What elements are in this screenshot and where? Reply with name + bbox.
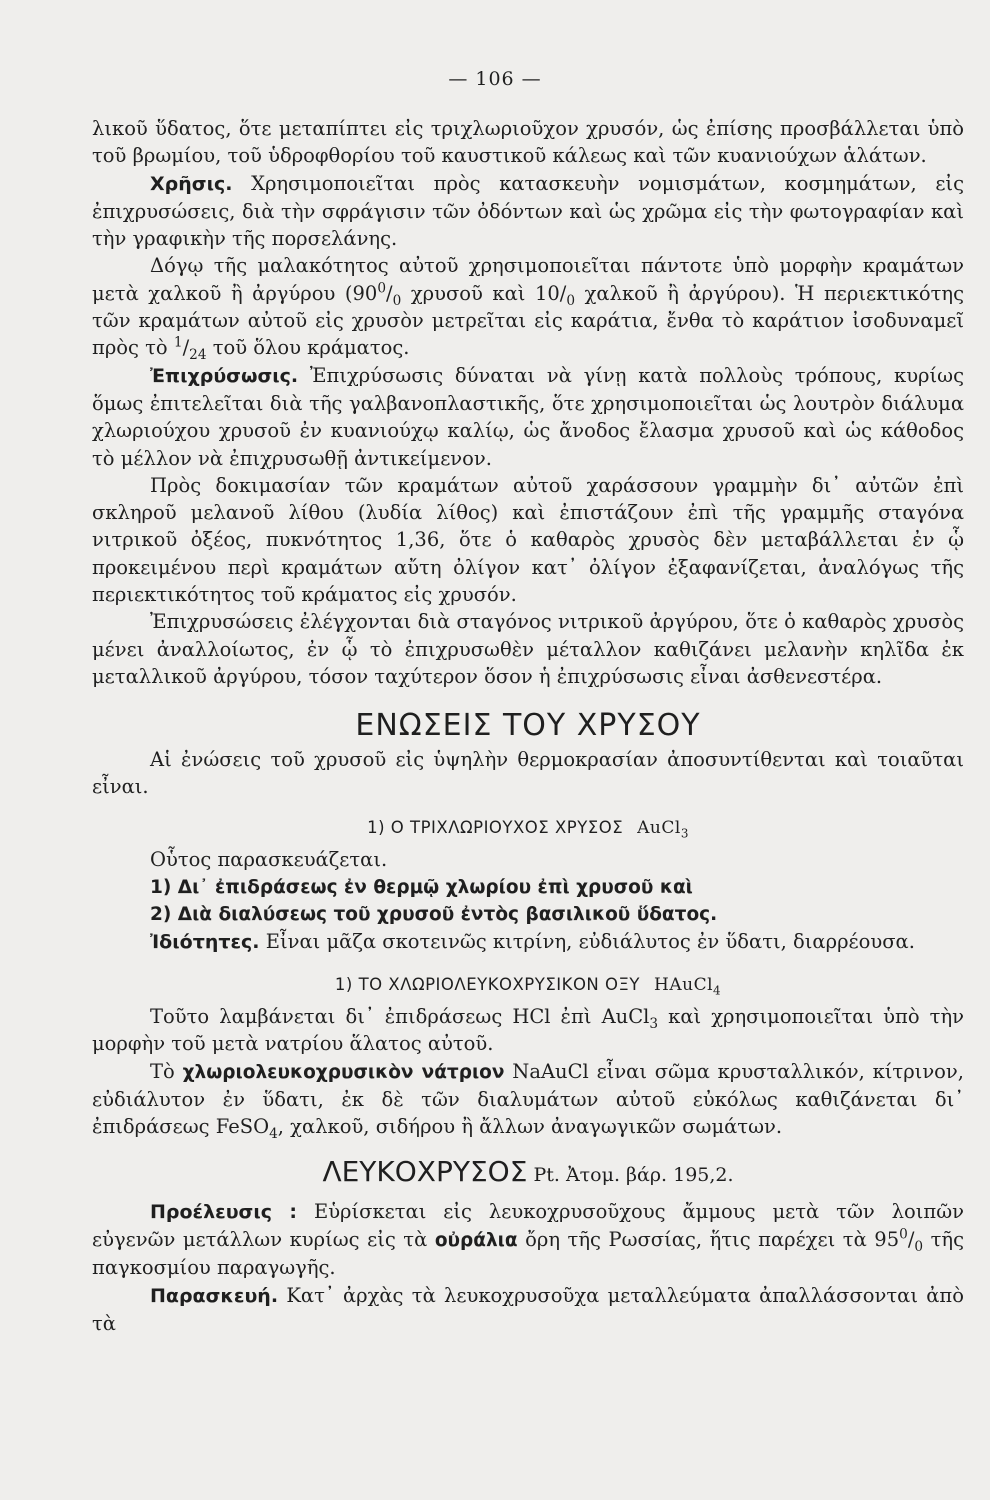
alloy-pct-slash: /	[386, 281, 393, 305]
trichloride-formula-sub: 3	[680, 826, 689, 841]
paragraph-properties	[92, 928, 964, 956]
paragraph-prepared: Οὗτος παρασκευάζεται.	[150, 848, 388, 872]
acid-text-b: καὶ χρησιμοποιεῖται ὑπὸ τὴν μορφὴν τοῦ μετὰ νατρίου ἅλατος αὐτοῦ.	[92, 1004, 965, 1056]
alloy-pct2-slash: /	[559, 281, 567, 305]
paragraph-compounds: Αἱ ἐνώσεις τοῦ χρυσοῦ εἰς ὑψηλὴν θερμοκρασίαν ἀποσυντίθενται καὶ τοιαῦται εἶναι.	[92, 747, 964, 798]
gilding-label: Ἐπιχρύσωσις.	[150, 364, 299, 387]
origin-pct-slash: /	[907, 1227, 915, 1251]
paragraph-intro: λικοῦ ὕδατος, ὅτε μεταπίπτει εἰς τριχλωριοῦχον χρυσόν, ὡς ἐπίσης προσβάλλεται ὑπὸ τοῦ βρωμίου, τοῦ ὑδροφθορίου τοῦ καυστικοῦ κάλεως καὶ τῶν κυανιούχων ἁλάτων.	[92, 117, 964, 168]
alloy-pct-sub: 0	[392, 292, 402, 309]
origin-label: Προέλευσις :	[150, 1200, 297, 1223]
uses-text: Χρησιμοποιεῖται πρὸς κατασκευὴν νομισμάτων, κοσμημάτων, εἰς ἐπιχρυσώσεις, διὰ τὴν σφράγισιν τῶν ὀδόντων καὶ ὡς χρῶμα εἰς τὴν φωτογραφίαν καὶ τὴν γραφικὴν τῆς πορσελάνης.	[92, 171, 964, 251]
acid-text-a: Τοῦτο λαμβάνεται δι᾽ ἐπιδράσεως HCl ἐπὶ AuCl	[150, 1004, 650, 1028]
properties-label: Ἰδιότητες.	[150, 931, 260, 954]
preparation-label: Παρασκευή.	[150, 1284, 279, 1307]
paragraph-gilding	[92, 362, 964, 472]
trichloride-formula-base: AuCl	[637, 818, 681, 839]
origin-pct-sub: 0	[914, 1238, 924, 1255]
fraction-slash: /	[182, 336, 190, 360]
paragraph-alloys	[92, 252, 965, 364]
properties-text: Εἶναι μᾶζα σκοτεινῶς κιτρίνη, εὐδιάλυτος ἐν ὕδατι, διαρρέουσα.	[259, 930, 915, 954]
paragraph-origin	[92, 1198, 964, 1282]
alloy-pct2-sub: 0	[566, 292, 576, 309]
alloy-pct-sup: 0	[377, 280, 387, 297]
sodium-text-c: , χαλκοῦ, σιδήρου ἢ ἄλλων ἀναγωγικῶν σωμάτων.	[277, 1115, 783, 1139]
origin-pct-sup: 0	[899, 1226, 908, 1243]
heading-platinum	[92, 1155, 964, 1189]
origin-keyword: οὐράλια	[434, 1229, 518, 1251]
paragraph-uses	[92, 170, 964, 253]
method-item-1: 1) Δι᾽ ἐπιδράσεως ἐν θερμῷ χλωρίου ἐπὶ χρυσοῦ καὶ	[150, 876, 693, 898]
paragraph-sodium-salt	[92, 1058, 964, 1141]
platinum-title: ΛΕΥΚΟΧΡΥΣΟΣ	[322, 1155, 528, 1189]
acid-formula-base: HAuCl	[654, 974, 714, 995]
uses-label: Χρῆσις.	[150, 172, 233, 195]
heading-gold-compounds: ΕΝΩΣΕΙΣ ΤΟΥ ΧΡΥΣΟΥ	[355, 708, 701, 744]
sodium-text-a: Τὸ	[150, 1059, 183, 1083]
preparation-text: Κατ᾽ ἀρχὰς τὰ λευκοχρυσοῦχα μεταλλεύματα ἀπαλλάσσονται ἀπὸ τὰ	[92, 1283, 964, 1335]
page-number: — 106 —	[448, 68, 542, 90]
paragraph-gilding-check: Ἐπιχρυσώσεις ἐλέγχονται διὰ σταγόνος νιτρικοῦ ἀργύρου, ὅτε ὁ καθαρὸς χρυσὸς μένει ἀναλλοίωτος, ἐν ᾧ τὸ ἐπιχρυσωθὲν μέταλλον καθιζάνει μελανὴν κηλῖδα ἐκ μεταλλικοῦ ἀργύρου, τόσον ταχύτερον ὅσον ἡ ἐπιχρύσωσις εἶναι ἀσθενεστέρα.	[92, 610, 964, 688]
alloy-text-a: Δόγῳ τῆς μαλακότητος αὐτοῦ χρησιμοποιεῖται πάντοτε ὑπὸ μορφὴν κραμάτων μετὰ χαλκοῦ ἢ ἀργύρου (90	[92, 254, 964, 305]
method-item-2: 2) Διὰ διαλύσεως τοῦ χρυσοῦ ἐντὸς βασιλικοῦ ὕδατος.	[150, 904, 718, 926]
gilding-text: Ἐπιχρύσωσις δύναται νὰ γίνῃ κατὰ πολλοὺς τρόπους, κυρίως ὅμως ἐπιτελεῖται διὰ τῆς γαλβανοπλαστικῆς, ὅτε χρησιμοποιεῖται ὡς λουτρὸν διάλυμα χλωριούχου χρυσοῦ ἐν κυανιούχῳ καλίῳ, ὡς ἄνοδος ἔλασμα χρυσοῦ καὶ ὡς κάθοδος τὸ μέλλον νὰ ἐπιχρυσωθῇ ἀντικείμενον.	[92, 363, 964, 470]
heading-gold-trichloride	[92, 814, 964, 842]
fraction-denominator: 24	[189, 347, 207, 364]
page-body	[92, 115, 964, 1337]
trichloride-formula	[637, 818, 689, 841]
origin-text-b: ὄρη τῆς Ρωσσίας, ἥτις παρέχει τὰ 95	[517, 1227, 900, 1251]
origin-text-a: Εὑρίσκεται εἰς λευκοχρυσοῦχους ἄμμους μετὰ τῶν λοιπῶν εὐγενῶν μετάλλων κυρίως εἰς τὰ	[92, 1199, 964, 1251]
sodium-keyword: χλωριολευκοχρυσικὸν νάτριον	[182, 1061, 505, 1083]
heading-chloroauric-acid	[92, 971, 964, 999]
paragraph-acid	[92, 1003, 964, 1058]
sodium-text-b: NaAuCl εἶναι σῶμα κρυσταλλικόν, κίτρινον, εὐδιάλυτον ἐν ὕδατι, ἐκ δὲ τῶν διαλυμάτων αὐτοῦ εὐκόλως καθιζάνεται δι᾽ ἐπιδράσεως FeSO	[92, 1059, 964, 1139]
alloy-text-h: τοῦ ὅλου κράματος.	[206, 336, 410, 360]
acid-text-sub: 3	[649, 1015, 659, 1032]
origin-text-c: τῆς παγκοσμίου παραγωγῆς.	[92, 1227, 965, 1280]
acid-formula	[654, 975, 721, 995]
alloy-text-d: χρυσοῦ καὶ 10	[401, 281, 560, 305]
trichloride-title: 1) Ο ΤΡΙΧΛΩΡΙΟΥΧΟΣ ΧΡΥΣΟΣ	[367, 818, 624, 838]
acid-formula-sub: 4	[713, 983, 722, 997]
preparation-methods	[92, 874, 964, 929]
alloy-text-g: χαλκοῦ ἢ ἀργύρου). Ἡ περιεκτικότης τῶν κραμάτων αὐτοῦ εἰς χρυσὸν μετρεῖται εἰς καράτια, ἔνθα τὸ καράτιον ἰσοδυναμεῖ πρὸς τὸ	[92, 281, 965, 360]
paragraph-touchstone: Πρὸς δοκιμασίαν τῶν κραμάτων αὐτοῦ χαράσσουν γραμμὴν δι᾽ αὐτῶν ἐπὶ σκληροῦ μελανοῦ λίθου (λυδία λίθος) καὶ ἐπιστάζουν ἐπὶ τῆς γραμμῆς σταγόνα νιτρικοῦ ὀξέος, πυκνότητος 1,36, ὅτε ὁ καθαρὸς χρυσὸς δὲν μεταβάλλεται ἐν ᾧ προκειμένου περὶ κραμάτων αὔτη ὀλίγον κατ᾽ ὀλίγον ἐξαφανίζεται, ἀναλόγως τῆς περιεκτικότητος τοῦ κράματος εἰς χρυσόν.	[92, 473, 964, 607]
platinum-atomic-weight: Pt. Ἀτομ. βάρ. 195,2.	[527, 1164, 734, 1187]
acid-title: 1) ΤΟ ΧΛΩΡΙΟΛΕΥΚΟΧΡΥΣΙΚΟΝ ΟΞΥ	[334, 974, 641, 994]
sodium-text-sub: 4	[269, 1125, 278, 1142]
fraction-numerator: 1	[173, 334, 183, 351]
paragraph-preparation	[92, 1282, 964, 1338]
